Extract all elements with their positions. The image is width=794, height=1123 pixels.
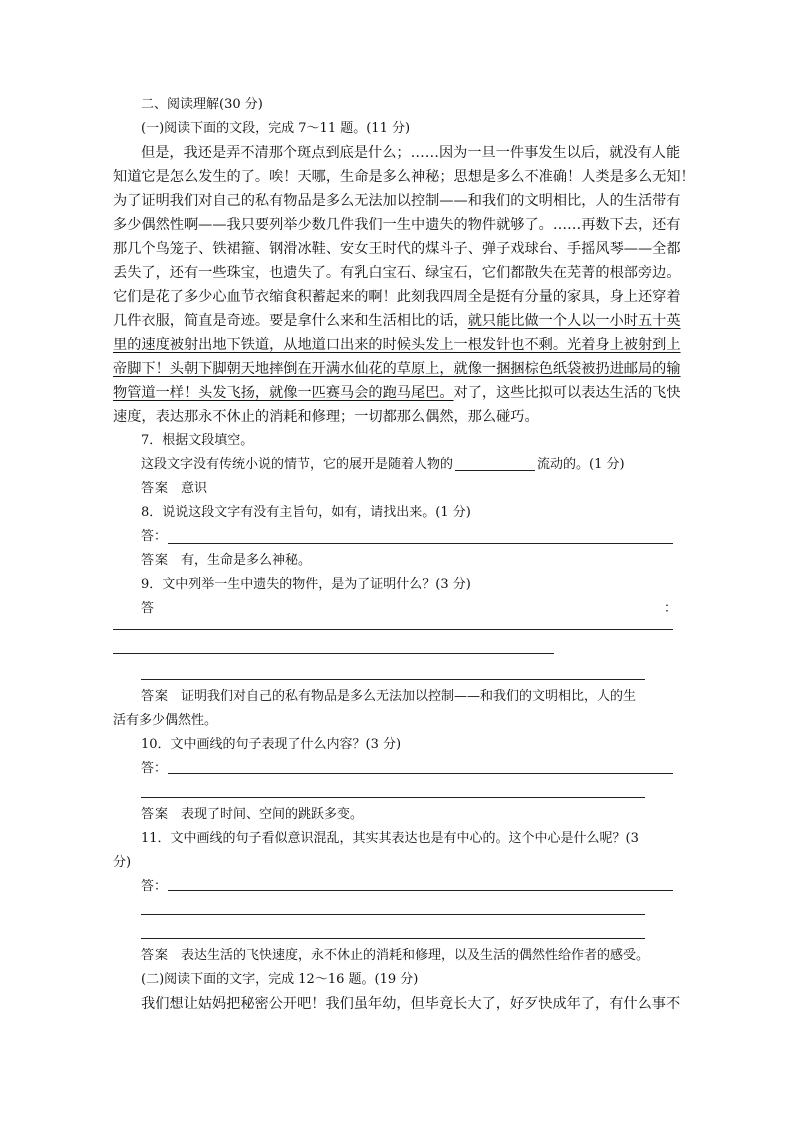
answer-9-cont: 活有多少偶然性。 xyxy=(113,713,218,728)
answer-7 xyxy=(141,479,207,499)
passage-line xyxy=(113,311,681,331)
passage-line: 知道它是怎么发生的了。唉！天哪，生命是多么神秘；思想是多么不准确！人类是多么无知！ xyxy=(113,169,695,185)
part1-intro: (一)阅读下面的文段，完成 7～11 题。(11 分) xyxy=(141,121,411,136)
answer-line[interactable] xyxy=(141,679,645,680)
question-11: 11．文中画线的句子看似意识混乱，其实其表达也是有中心的。这个中心是什么呢？(3 xyxy=(141,831,639,846)
answer-10 xyxy=(141,805,363,825)
question-11-cont: 分) xyxy=(113,855,132,870)
underlined-sentence: 就只能比做一个人以一小时五十英 xyxy=(467,313,681,329)
passage-line: 多少偶然性啊——我只要列举少数几件我们一生中遗失的物件就够了。……再数下去，还有 xyxy=(113,217,681,233)
fill-blank[interactable] xyxy=(455,456,535,471)
answer-line[interactable] xyxy=(113,629,673,630)
section-title: 二、阅读理解(30 分) xyxy=(141,97,263,112)
passage-line: 为了证明我们对自己的私有物品是多么无法加以控制——和我们的文明相比，人的生活带有 xyxy=(113,193,681,209)
answer-label: 答案 xyxy=(141,553,170,568)
answer-line[interactable] xyxy=(168,543,673,544)
question-text: 流动的。(1 分) xyxy=(537,457,625,472)
question-7-text xyxy=(141,455,625,475)
answer-9 xyxy=(141,687,636,707)
answer-line[interactable] xyxy=(113,653,554,654)
answer-line[interactable] xyxy=(168,773,673,774)
passage-line: 那几个鸟笼子、铁裙箍、钢滑冰鞋、安女王时代的煤斗子、弹子戏球台、手摇风琴——全都 xyxy=(113,241,681,257)
underlined-sentence: 物管道一样！头发飞扬，就像一匹赛马会的跑马尾巴。 xyxy=(113,385,454,401)
answer-text: 表达生活的飞快速度，永不休止的消耗和修理，以及生活的偶然性给作者的感受。 xyxy=(181,948,650,963)
answer-line[interactable] xyxy=(141,797,645,798)
question-8: 8．说说这段文字有没有主旨句，如有，请找出来。(1 分) xyxy=(141,505,471,520)
answer-line[interactable] xyxy=(141,938,645,939)
passage-line: 它们是花了多少心血节衣缩食积蓄起来的啊！此刻我四周全是挺有分量的家具，身上还穿着 xyxy=(113,289,681,305)
passage-text: 几件衣服，简直是奇迹。要是拿什么来和生活相比的话， xyxy=(113,313,468,329)
part2-intro: (二)阅读下面的文字，完成 12～16 题。(19 分) xyxy=(141,972,419,987)
answer-line[interactable] xyxy=(141,914,645,915)
answer-prompt: 答： xyxy=(141,529,168,544)
underlined-sentence: 帝脚下！头朝下脚朝天地摔倒在开满水仙花的草原上，就像一捆捆棕色纸袋被扔进邮局的输 xyxy=(113,361,681,377)
underlined-sentence: 里的速度被射出地下铁道，从地道口出来的时候头发上一根发针也不剩。光着身上被射到上 xyxy=(113,337,681,353)
question-9: 9．文中列举一生中遗失的物件，是为了证明什么？(3 分) xyxy=(141,577,471,592)
passage-line: 速度，表达那永不休止的消耗和修理；一切都那么偶然，那么碰巧。 xyxy=(113,409,539,425)
answer-text: 表现了时间、空间的跳跃多变。 xyxy=(181,807,364,822)
answer-prompt-colon: ： xyxy=(664,601,678,616)
answer-label: 答案 xyxy=(141,807,170,822)
answer-label: 答案 xyxy=(141,481,170,496)
passage-line: 但是，我还是弄不清那个斑点到底是什么；……因为一旦一件事发生以后，就没有人能 xyxy=(141,145,681,161)
answer-prompt: 答 xyxy=(141,601,155,616)
answer-prompt: 答： xyxy=(141,879,168,894)
answer-line[interactable] xyxy=(168,890,673,891)
answer-text: 证明我们对自己的私有物品是多么无法加以控制——和我们的文明相比，人的生 xyxy=(181,689,637,704)
question-7: 7．根据文段填空。 xyxy=(141,433,254,448)
answer-8 xyxy=(141,551,311,571)
answer-text: 意识 xyxy=(181,481,208,496)
answer-label: 答案 xyxy=(141,689,170,704)
passage-line: 我们想让姑妈把秘密公开吧！我们虽年幼，但毕竟长大了，好歹快成年了，有什么事不 xyxy=(141,996,681,1012)
question-10: 10．文中画线的句子表现了什么内容？(3 分) xyxy=(141,737,402,752)
question-text: 这段文字没有传统小说的情节，它的展开是随着人物的 xyxy=(141,457,454,472)
passage-line: 丢失了，还有一些珠宝，也遗失了。有乳白宝石、绿宝石，它们都散失在芜菁的根部旁边。 xyxy=(113,265,681,281)
answer-11 xyxy=(141,946,649,966)
answer-text: 有，生命是多么神秘。 xyxy=(181,553,312,568)
answer-prompt: 答： xyxy=(141,761,168,776)
passage-text: 对了，这些比拟可以表达生活的飞快 xyxy=(453,385,681,401)
passage-line xyxy=(113,383,681,403)
answer-label: 答案 xyxy=(141,948,170,963)
